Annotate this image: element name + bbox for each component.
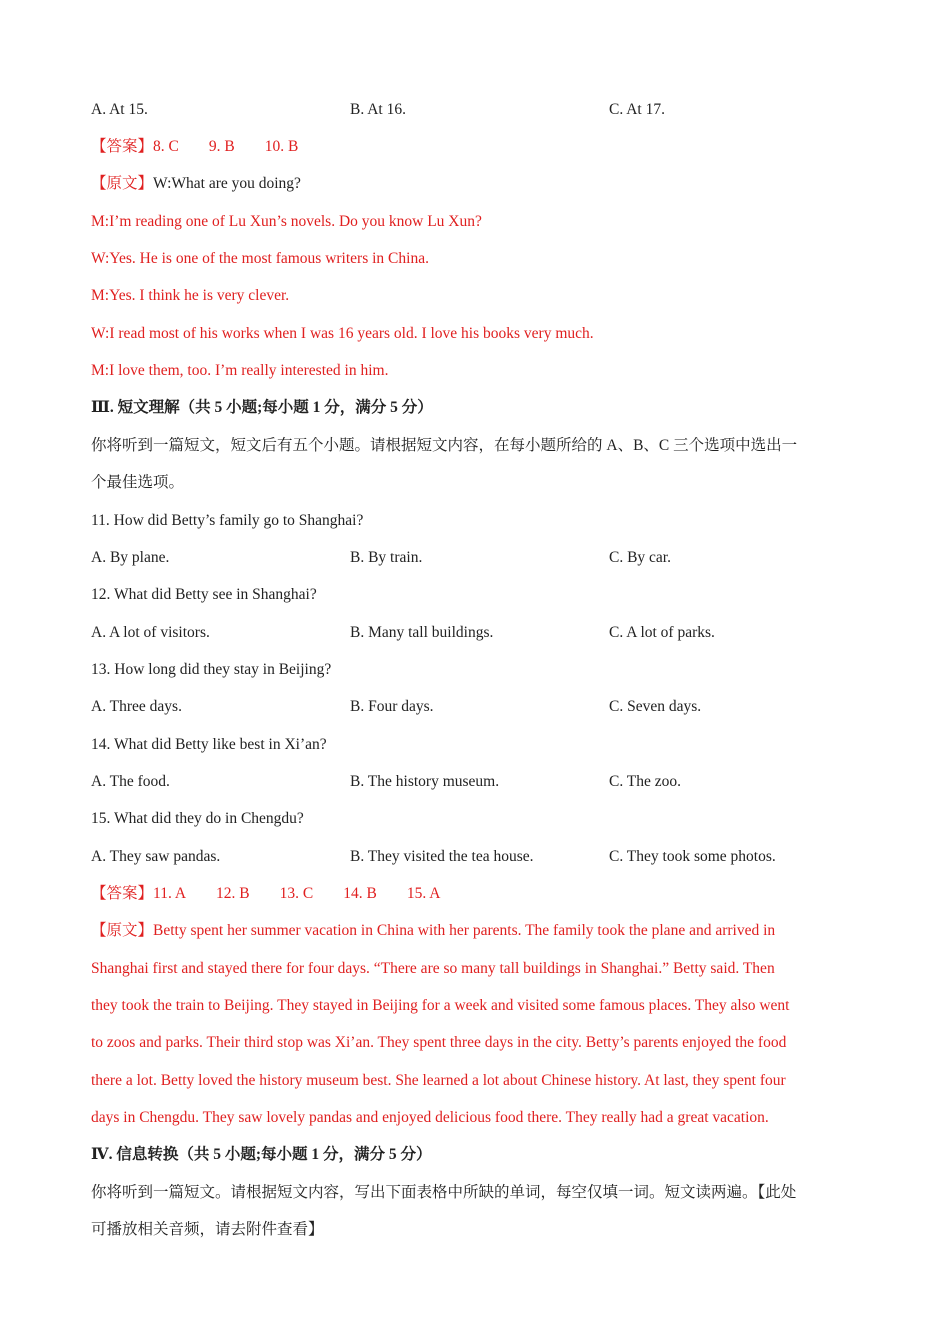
answer-item: 13. C [279,885,314,902]
transcript-line: to zoos and parks. Their third stop was Xi’an. They spent three days in the city. Betty’s parents enjoyed the food [91,1034,787,1051]
option-c: C. They took some photos. [609,848,776,865]
answer-line [91,137,298,157]
transcript-line: W:Yes. He is one of the most famous writers in China. [91,250,429,267]
option-a: A. The food. [91,773,170,790]
section-instruction: 你将听到一篇短文。请根据短文内容，写出下面表格中所缺的单词，每空仅填一词。短文读两遍。【此处 [91,1184,797,1201]
question: 14. What did Betty like best in Xi’an? [91,736,327,753]
answer-item: 12. B [216,885,250,902]
section-instruction: 可播放相关音频，请去附件查看】 [91,1221,324,1238]
answer-prefix: 【答案】 [91,885,154,902]
option-c: C. The zoo. [609,773,682,790]
option-a: A. Three days. [91,698,182,715]
transcript-text: W:What are you doing? [153,175,301,192]
transcript-line: M:I love them, too. I’m really interested in him. [91,362,389,379]
answer-item: 9. B [208,138,235,155]
option-c: C. Seven days. [609,698,702,715]
transcript-line: Shanghai first and stayed there for four days. “There are so many tall buildings in Shanghai.” Betty said. Then [91,960,775,977]
section-heading: Ⅳ. 信息转换（共 5 小题;每小题 1 分，满分 5 分） [91,1146,432,1163]
answer-prefix: 【答案】 [91,138,154,155]
transcript-line [91,174,301,194]
option-b: B. Four days. [350,698,434,715]
transcript-prefix: 【原文】 [91,922,154,939]
transcript-line [91,921,775,941]
option-b: B. They visited the tea house. [350,848,534,865]
option-c: C. At 17. [609,101,665,118]
section-instruction: 你将听到一篇短文，短文后有五个小题。请根据短文内容，在每小题所给的 A、B、C 三个选项中选出一 [91,437,798,454]
answer-item: 11. A [153,885,187,902]
option-b: B. Many tall buildings. [350,624,494,641]
answer-item: 15. A [406,885,441,902]
transcript-line: W:I read most of his works when I was 16 years old. I love his books very much. [91,325,594,342]
section-heading: Ⅲ. 短文理解（共 5 小题;每小题 1 分，满分 5 分） [91,399,433,416]
option-b: B. By train. [350,549,423,566]
answer-item: 10. B [264,138,299,155]
section-instruction: 个最佳选项。 [91,474,185,491]
transcript-line: days in Chengdu. They saw lovely pandas and enjoyed delicious food there. They really had a great vacation. [91,1109,769,1126]
option-c: C. A lot of parks. [609,624,715,641]
answer-line [91,884,440,904]
option-a: A. They saw pandas. [91,848,221,865]
transcript-text: Betty spent her summer vacation in China with her parents. The family took the plane and arrived in [153,922,776,939]
transcript-line: M:I’m reading one of Lu Xun’s novels. Do you know Lu Xun? [91,213,482,230]
question: 13. How long did they stay in Beijing? [91,661,332,678]
option-a: A. By plane. [91,549,170,566]
option-c: C. By car. [609,549,671,566]
option-b: B. At 16. [350,101,406,118]
transcript-line: they took the train to Beijing. They stayed in Beijing for a week and visited some famous places. They also went [91,997,790,1014]
transcript-prefix: 【原文】 [91,175,154,192]
question: 15. What did they do in Chengdu? [91,810,304,827]
option-a: A. At 15. [91,101,148,118]
question: 11. How did Betty’s family go to Shanghai? [91,512,364,529]
option-a: A. A lot of visitors. [91,624,210,641]
answer-item: 8. C [153,138,179,155]
transcript-line: there a lot. Betty loved the history museum best. She learned a lot about Chinese history. At last, they spent four [91,1072,786,1089]
question: 12. What did Betty see in Shanghai? [91,586,317,603]
transcript-line: M:Yes. I think he is very clever. [91,287,290,304]
option-b: B. The history museum. [350,773,500,790]
answer-item: 14. B [343,885,377,902]
